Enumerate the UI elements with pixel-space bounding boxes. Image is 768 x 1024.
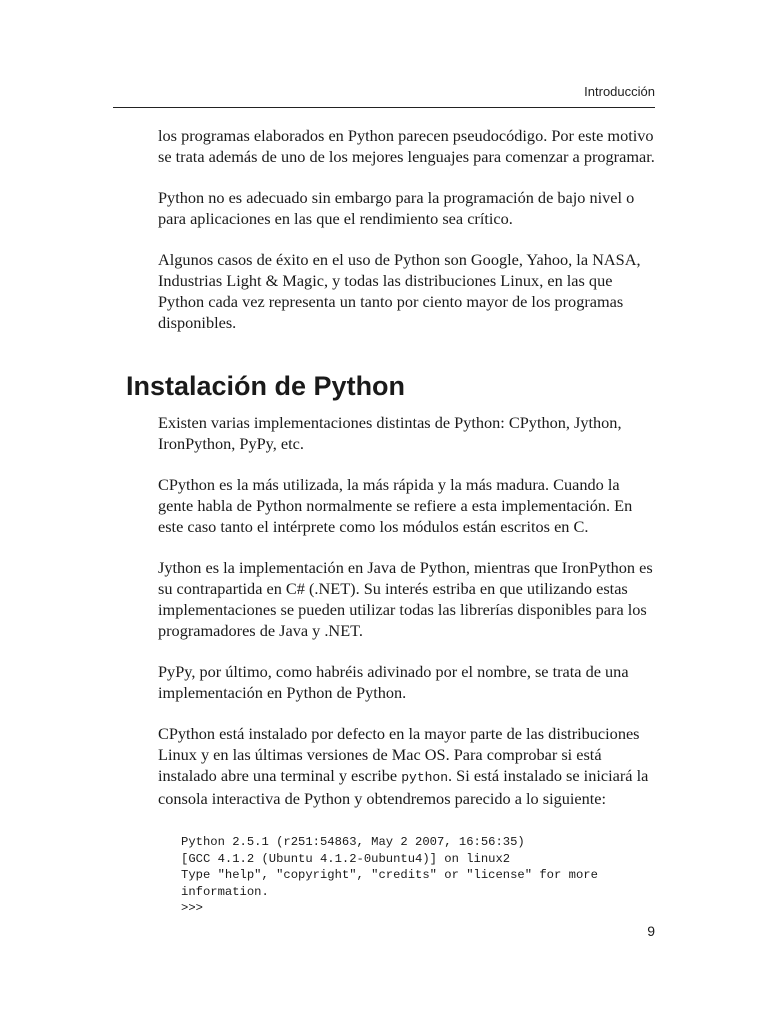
section-heading: Instalación de Python bbox=[126, 371, 406, 401]
inline-code: python bbox=[401, 770, 449, 785]
header-rule bbox=[113, 107, 655, 108]
intro-continuation bbox=[158, 125, 655, 353]
installation-section bbox=[158, 412, 655, 829]
paragraph: CPython es la más utilizada, la más rápida y la más madura. Cuando la gente habla de Python normalmente se refiere a esta implementación. En este caso tanto el intérprete como los módulos están escritos en C. bbox=[158, 475, 633, 536]
paragraph: los programas elaborados en Python parecen pseudocódigo. Por este motivo se trata además de uno de los mejores lenguajes para comenzar a programar. bbox=[158, 126, 655, 166]
running-header: Introducción bbox=[584, 84, 655, 99]
page-number: 9 bbox=[647, 923, 655, 939]
paragraph-text: CPython está instalado por defecto en la mayor parte de las distribuciones Linux y en las últimas versiones de Mac OS. Para comprobar si está instalado abre una terminal y escribe bbox=[158, 724, 640, 785]
paragraph: Algunos casos de éxito en el uso de Python son Google, Yahoo, la NASA, Industrias Light & Magic, y todas las distribuciones Linux, en las que Python cada vez representa un tanto por ciento mayor de los programas disponibles. bbox=[158, 250, 641, 332]
paragraph: PyPy, por último, como habréis adivinado por el nombre, se trata de una implementación en Python de Python. bbox=[158, 662, 629, 702]
paragraph: Existen varias implementaciones distintas de Python: CPython, Jython, IronPython, PyPy, etc. bbox=[158, 413, 622, 453]
paragraph: Python no es adecuado sin embargo para la programación de bajo nivel o para aplicaciones en las que el rendimiento sea crítico. bbox=[158, 188, 635, 228]
paragraph: Jython es la implementación en Java de Python, mientras que IronPython es su contrapartida en C# (.NET). Su interés estriba en que utilizando estas implementaciones se pueden utilizar todas las librerías disponibles para los programadores de Java y .NET. bbox=[158, 558, 653, 640]
paragraph-with-inline-code bbox=[158, 723, 655, 809]
code-block: Python 2.5.1 (r251:54863, May 2 2007, 16:56:35) [GCC 4.1.2 (Ubuntu 4.1.2-0ubuntu4)] on linux2 Type "help", "copyright", "credits" or "license" for more information. >>> bbox=[181, 835, 598, 915]
paragraph-text: . Si está instalado se iniciará la consola interactiva de Python y obtendremos parecido a lo siguiente: bbox=[158, 766, 649, 808]
